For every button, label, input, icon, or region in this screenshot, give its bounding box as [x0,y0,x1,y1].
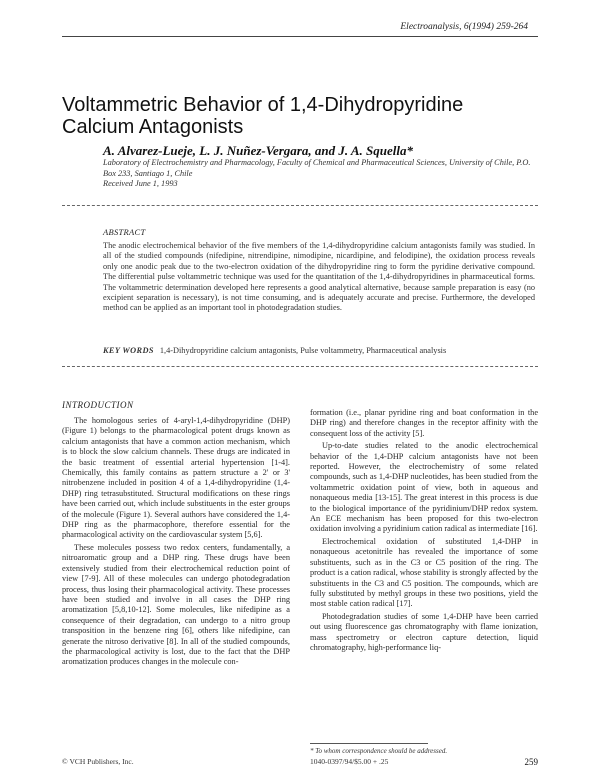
paragraph: Electrochemical oxidation of substituted 1,4-DHP in nonaqueous acetonitrile has revealed the importance of some substituents, such as in the C3 or C5 position of the ring. The product is a cation radical, whose stability is strongly affected by the substituents in the C3 and C5 position. The compounds, which are fully substituted by methyl groups in these two positions, yield the most stable cation radical [17]. [310,536,538,609]
abstract-heading: ABSTRACT [103,227,146,237]
abstract-divider [62,366,538,367]
publisher-line: © VCH Publishers, Inc. [62,757,134,766]
journal-header: Electroanalysis, 6(1994) 259-264 [400,22,528,32]
title-divider [62,205,538,206]
right-column [310,408,538,655]
keywords [103,346,535,355]
paragraph: Photodegradation studies of some 1,4-DHP have been carried out using fluorescence gas chromatography with flame ionization, mass spectrometry or electron capture detection, liquid chromatography, high-performance liq- [310,611,538,652]
paragraph: formation (i.e., planar pyridine ring and boat conformation in the DHP ring) and therefore changes in the receptor affinity with the consequent loss of the activity [5]. [310,408,538,438]
introduction-heading: INTRODUCTION [62,400,134,410]
paragraph: These molecules possess two redox centers, fundamentally, a nitroaromatic group and a DHP ring. These drugs have been extensively studied from their electrochemical reduction point of view [7-9]. All of these molecules can undergo photodegradation process, thus losing their pharmacological activity. These processes have been studied and involve in all cases the DHP ring aromatization [5,8,10-12]. Some molecules, like nifedipine as a consequence of their degradation, can undergo to a nitro group transposition in the benzene ring [6], others like nifedipine, can generate the nitroso derivative [8]. In all of the studied compounds, the pharmacological activity is lost, due to the fact that the DHP aromatization produces changes in the molecule con- [62,542,290,667]
article-title: Voltammetric Behavior of 1,4-Dihydropyridine Calcium Antagonists [62,94,464,138]
authors: A. Alvarez-Lueje, L. J. Nuñez-Vergara, and J. A. Squella* [103,143,413,158]
keywords-list: 1,4-Dihydropyridine calcium antagonists, Pulse voltammetry, Pharmaceutical analysis [159,346,447,355]
header-rule [62,36,538,37]
keywords-label: KEY WORDS [103,346,154,355]
footnote-rule [310,743,428,744]
left-column [62,416,290,670]
page-number: 259 [524,757,538,767]
paragraph: The homologous series of 4-aryl-1,4-dihydropyridine (DHP) (Figure 1) belongs to the pharmacological potent drugs known as calcium antagonists that have a common action mechanism, which is to block the slow calcium channels. These drugs are indicated in the basic treatment of essential arterial hypertension [1-4]. Chemically, this family contains as pattern structure a 2' or 3' nitrobenzene included in position 4 of a 1,4-dihydropyridine (1,4-DHP) ring tetrasubstituted. Structural modifications on these rings have been carried out, which include substituents in the ester groups of the molecule (Figure 1). Several authors have considered the 1,4-DHP ring as the pharmacophore, therefore essential for the pharmacological activity on the cardiovascular system [5,6]. [62,416,290,540]
paragraph: Up-to-date studies related to the anodic electrochemical behavior of the 1,4-DHP calcium antagonists have not been reported. However, the electrochemistry of some related compounds, such as 1,4-DHP nucleotides, has been studied from the voltammetric oxidation point of view, both in aqueous and nonaqueous media [13-15]. The great interest in this process is due to the biological importance of the pyridinium/DHP redox system. An ECE mechanism has been proposed for this two-electron oxidation involving a pyridinium cation radical as intermediate [16]. [310,441,538,534]
received-date: Received June 1, 1993 [103,179,178,188]
abstract-text: The anodic electrochemical behavior of the five members of the 1,4-dihydropyridine calcium antagonists family was studied. In all of the studied compounds (nifedipine, nitrendipine, nimodipine, nicardipine, and felodipine), the oxidation process reveals only one anodic peak due to the two-electron oxidation of the dihydropyridine ring to form the pyridine derivative compound. The differential pulse voltammetric technique was used for the quantitation of the 1,4-dihydropyridines in pharmaceutical forms. The voltammetric determination developed here represents a good analytical alternative, because sample preparation is easy (no excipient separation is necessary), is not time consuming, and is adequately accurate and precise. Furthermore, the developed method can be applied as an important tool in photodegradation studies. [103,241,535,313]
affiliation-text: Laboratory of Electrochemistry and Pharmacology, Faculty of Chemical and Pharmaceutical Sciences, University of Chile, P.O. Box 233, Santiago 1, Chile [103,158,531,178]
affiliation [103,158,543,190]
issn-line: 1040-0397/94/$5.00 + .25 [310,757,389,766]
footnote: * To whom correspondence should be addressed. [310,747,448,755]
